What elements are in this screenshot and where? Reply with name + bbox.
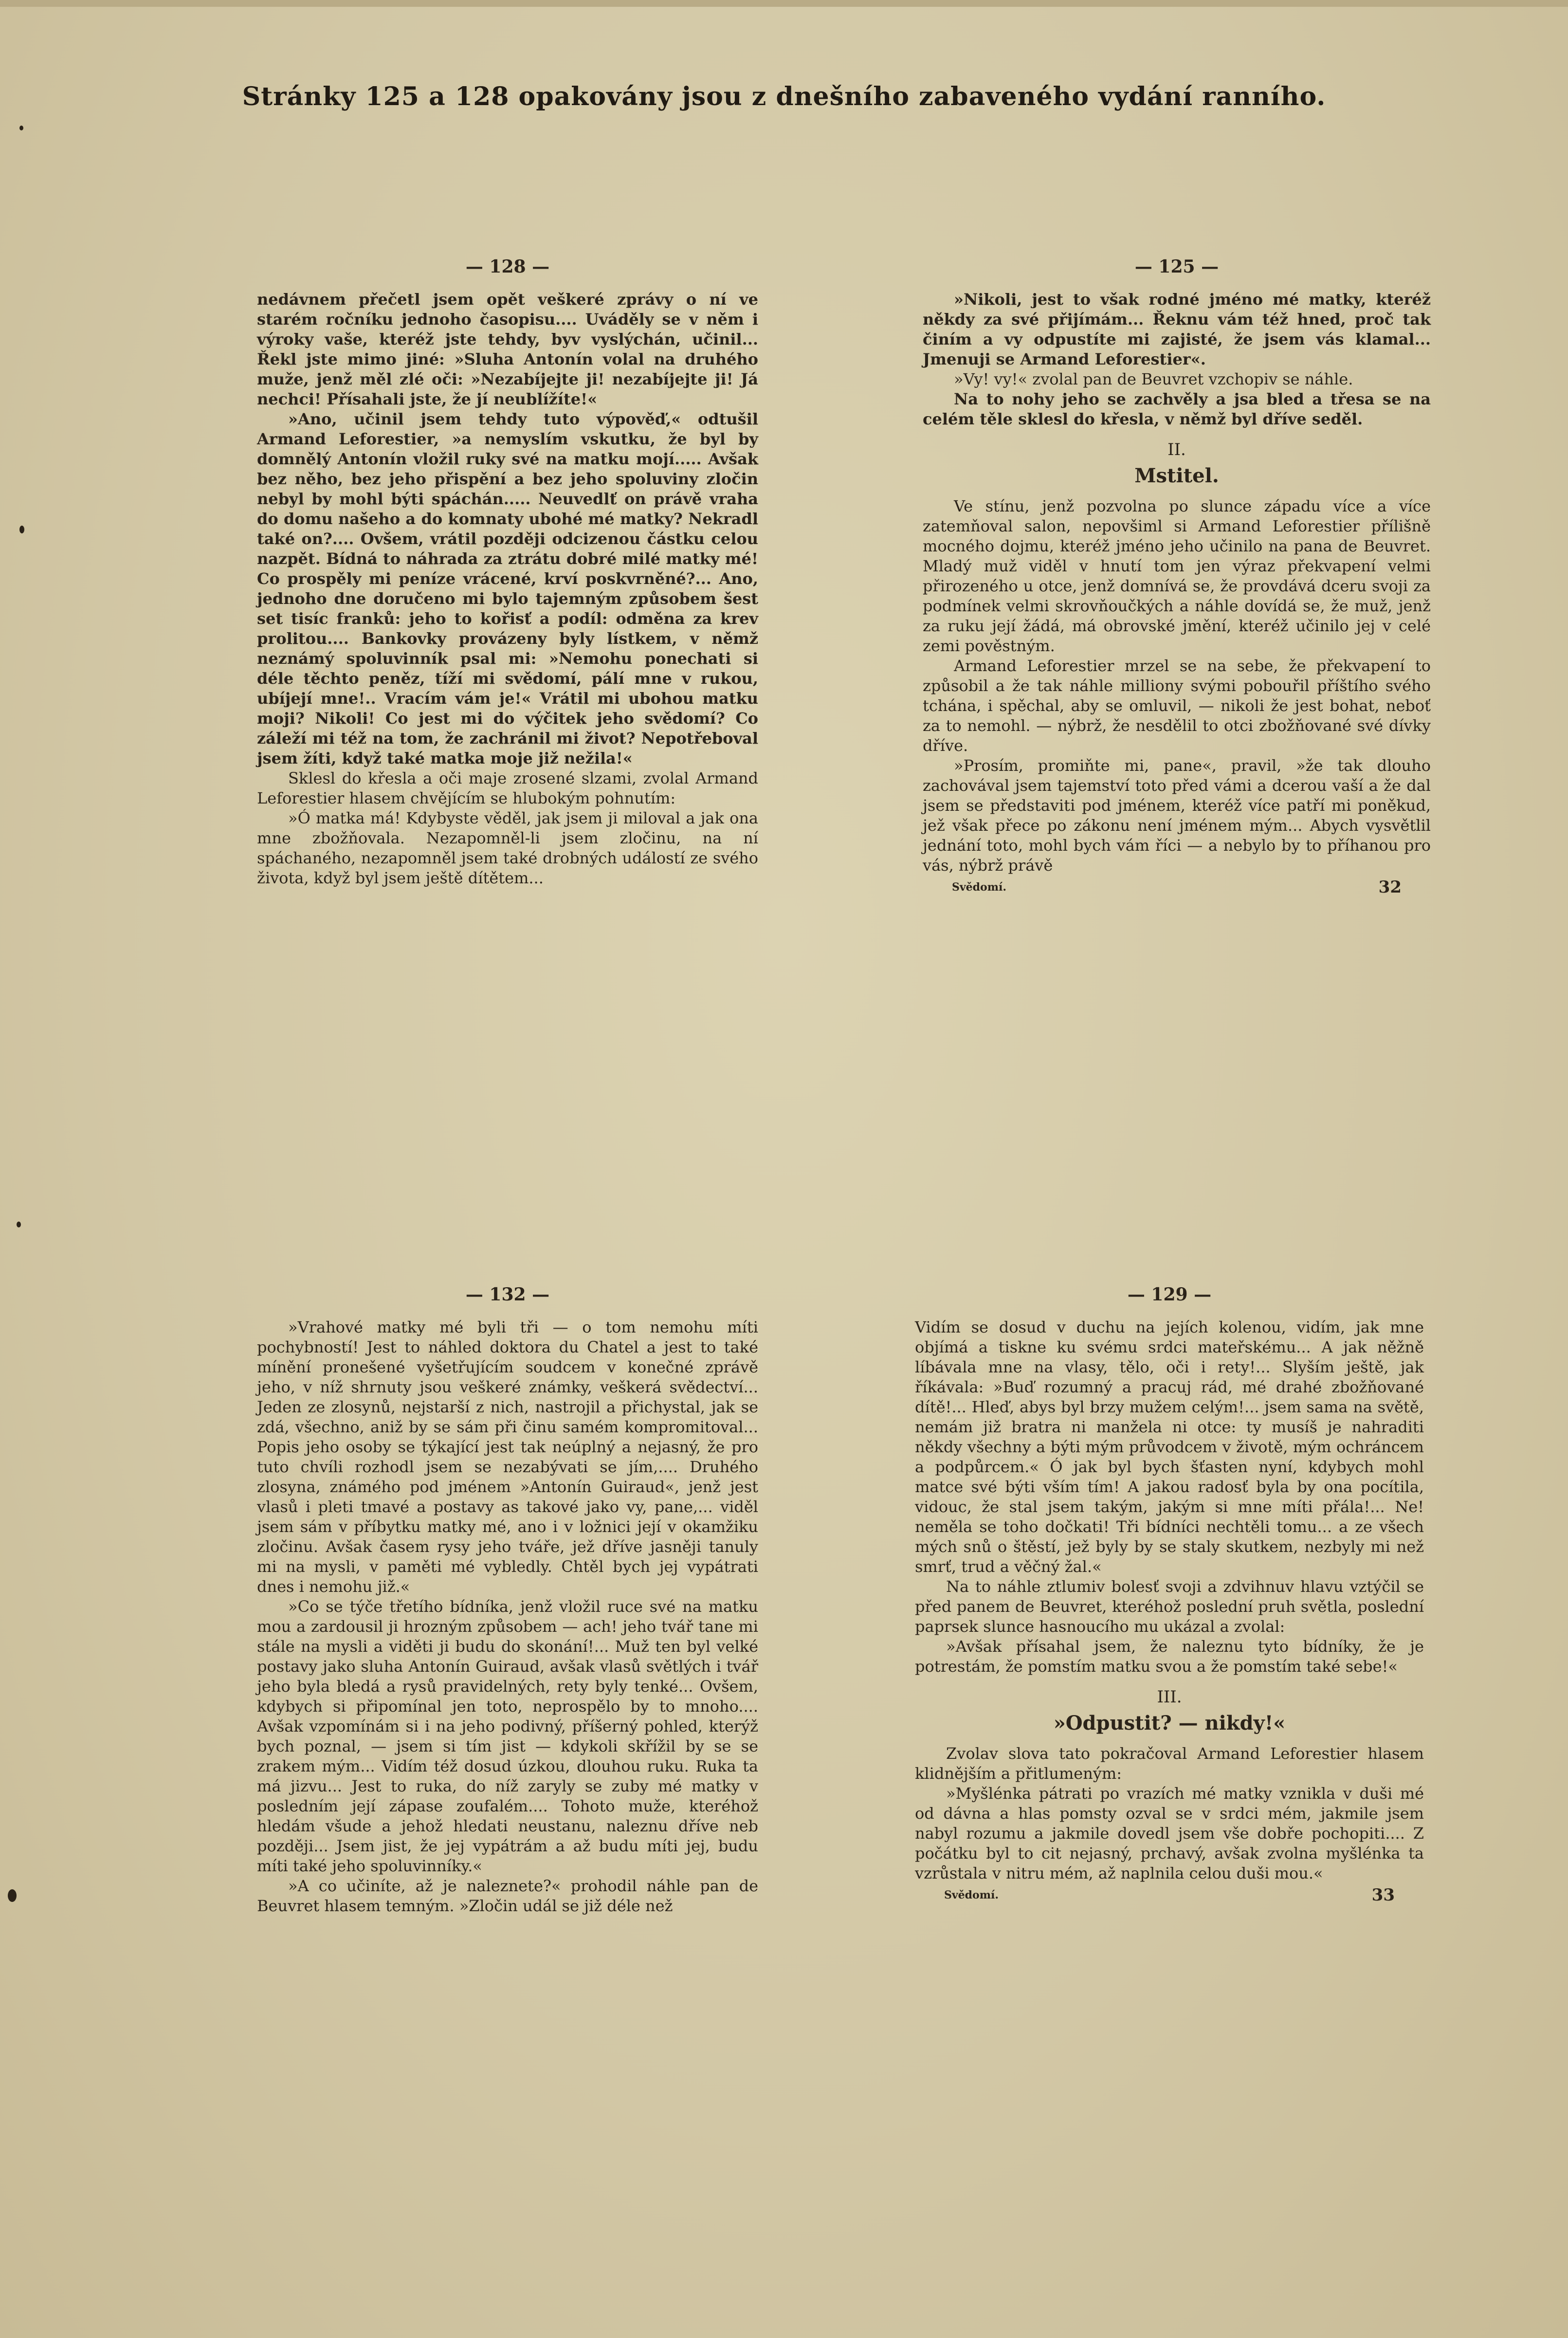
paragraph: Na to náhle ztlumiv bolesť svoji a zdvihnuv hlavu vztýčil se před panem de Beuvret, kteréhož poslední pruh světla, poslední paprsek slunce hasnoucího mu ukázal a zvolal: <box>915 1577 1424 1636</box>
paragraph: Armand Leforestier mrzel se na sebe, že překvapení to způsobil a že tak náhle milliony svými pobouřil příštího svého tchána, i spěchal, aby se omluvil, — nikoli že jest bohat, neboť za to nemohl. — nýbrž, že nesdělil to otci zbožňované své dívky dříve. <box>923 657 1431 755</box>
paragraph: nedávnem přečetl jsem opět veškeré zprávy o ní ve starém ročníku jednoho časopisu.... Uváděly se v něm i výroky vaše, kteréž jste tehdy, byv vyslýchán, učinil... Řekl jste mimo jiné: »Sluha Antonín volal na druhého muže, jenž měl zlé oči: »Nezabíjejte ji! nezabíjejte ji! Já nechci! Přísahali jste, že jí neublížíte!« <box>257 290 758 408</box>
paragraph: Zvolav slova tato pokračoval Armand Leforestier hlasem klidnějším a přitlumeným: <box>915 1744 1424 1783</box>
page-125-column <box>923 257 1431 897</box>
section-title: Mstitel. <box>1134 464 1219 487</box>
paragraph: »Vrahové matky mé byli tři — o tom nemohu míti pochybností! Jest to náhled doktora du Chatel a jest to také mínění pronešené vyšetřujícím soudcem v konečné zprávě jeho, v níž shrnuty jsou veškeré známky, veškerá svědectví... Jeden ze zlosynů, nejstarší z nich, nastrojil a přichystal, jak se zdá, všechno, aniž by se sám při činu samém kompromitoval... Popis jeho osoby se týkající jest tak neúplný a nejasný, že pro tuto chvíli rozhodl jsem se nezabývati se jím,.... Druhého zlosyna, známého pod jménem »Antonín Guiraud«, jenž jest vlasů i pleti tmavé a postavy as takové jako vy, pane,... viděl jsem sám v příbytku matky mé, ano i v ložnici její v okamžiku zločinu. Avšak časem rysy jeho tváře, jež dříve jasněji tanuly mi na mysli, v paměti mé vybledly. Chtěl bych jej vypátrati dnes i nemohu již.« <box>257 1318 758 1596</box>
paragraph: »Prosím, promiňte mi, pane«, pravil, »že tak dlouho zachovával jsem tajemství toto před vámi a dcerou vaší a že dal jsem se představiti pod jménem, kteréž více patří mi poněkud, jež však přece po zákonu není jménem mým... Abych vysvětlil jednání toto, mohl bych vám říci — a nebylo by to příhanou pro vás, nýbrž právě <box>923 756 1431 875</box>
page-headline: Stránky 125 a 128 opakovány jsou z dnešního zabaveného vydání ranního. <box>242 82 1326 111</box>
paragraph: »Vy! vy!« zvolal pan de Beuvret vzchopiv se náhle. <box>954 370 1353 388</box>
page-132-column <box>257 1285 758 1916</box>
margin-speck <box>8 1889 17 1902</box>
page-128-column <box>257 257 758 888</box>
footer-number: 32 <box>1378 877 1402 897</box>
paragraph: Na to nohy jeho se zachvěly a jsa bled a třesa se na celém těle sklesl do křesla, v němž byl dříve seděl. <box>923 390 1431 428</box>
paragraph: Ve stínu, jenž pozvolna po slunce západu více a více zatemňoval salon, nepovšiml si Armand Leforestier přílišně mocného dojmu, kteréž jméno jeho učinilo na pana de Beuvret. Mladý muž viděl v hnutí tom jen výraz překvapení velmi přirozeného u otce, jenž domnívá se, že provdává dceru svoji za podmínek velmi skrovňoučkých a náhle dovídá se, že muž, jenž za ruku její žádá, má obrovské jmění, kteréž učinilo jej v celé zemi pověstným. <box>923 497 1431 655</box>
page-number: — 132 — <box>465 1284 550 1305</box>
section-title: »Odpustit? — nikdy!« <box>1053 1712 1286 1735</box>
margin-speck <box>19 126 23 130</box>
page-129-column <box>915 1285 1424 1905</box>
margin-speck <box>19 526 24 533</box>
section-number: III. <box>1157 1687 1182 1707</box>
paragraph: »Nikoli, jest to však rodné jméno mé matky, kteréž někdy za své přijímám... Řeknu vám též hned, proč tak činím a vy odpustíte mi zajisté, že jsem vás klamal... Jmenuji se Armand Leforestier«. <box>923 290 1431 368</box>
page-footer <box>923 877 1431 897</box>
top-edge <box>0 0 1568 7</box>
page-number: — 129 — <box>1127 1284 1212 1305</box>
page-footer <box>915 1885 1424 1905</box>
footer-signature: Svědomí. <box>944 1889 999 1901</box>
page-number: — 128 — <box>465 256 550 277</box>
paragraph: Sklesl do křesla a oči maje zrosené slzami, zvolal Armand Leforestier hlasem chvějícím se hlubokým pohnutím: <box>257 769 758 807</box>
footer-signature: Svědomí. <box>952 881 1007 894</box>
paragraph: Vidím se dosud v duchu na jejích kolenou, vidím, jak mne objímá a tiskne ku svému srdci mateřskému... A jak něžně líbávala mne na vlasy, tělo, oči i rety!... Slyším ještě, jak říkávala: »Buď rozumný a pracuj rád, mé drahé zbožňované dítě!... Hleď, abys byl brzy mužem celým!... jsem sama na světě, nemám již bratra ni manžela ni otce: ty musíš je nahraditi někdy všechny a býti mým průvodcem v životě, mým ochráncem a podpůrcem.« Ó jak byl bych šťasten nyní, kdybych mohl matce své býti vším tím! A jakou radosť byla by ona pocítila, vidouc, že stal jsem takým, jakým si mne míti přála!... Ne! neměla se toho dočkati! Tři bídníci nechtěli tomu... a ze všech mých snů o štěstí, jež byly by se staly skutkem, nezbyly mi než smrť, trud a věčný žal.« <box>915 1318 1424 1576</box>
paragraph: »Ó matka má! Kdybyste věděl, jak jsem ji miloval a jak ona mne zbožňovala. Nezapomněl-li jsem zločinu, na ní spáchaného, nezapomněl jsem také drobných událostí ze svého života, když byl jsem ještě dítětem... <box>257 809 758 887</box>
section-number: II. <box>1167 440 1186 459</box>
paragraph: »Ano, učinil jsem tehdy tuto výpověď,« odtušil Armand Leforestier, »a nemyslím vskutku, že byl by domnělý Antonín vložil ruky své na matku mojí..... Avšak bez něho, bez jeho přispění a bez jeho spoluviny zločin nebyl by mohl býti spáchán..... Neuvedlť on právě vraha do domu našeho a do komnaty ubohé mé matky? Nekradl také on?.... Ovšem, vrátil později odcizenou částku celou nazpět. Bídná to náhrada za ztrátu dobré milé matky mé! Co prospěly mi peníze vrácené, krví poskvrněné?... Ano, jednoho dne doručeno mi bylo tajemným způsobem šest set tisíc franků: jeho to kořisť a podíl: odměna za krev prolitou.... Bankovky provázeny byly lístkem, v němž neznámý spoluvinník psal mi: »Nemohu ponechati si déle těchto peněz, tíží mi svědomí, pálí mne v rukou, ubíjejí mne!.. Vracím vám je!« Vrátil mi ubohou matku moji? Nikoli! Co jest mi do výčitek jeho svědomí? Co záleží mi též na tom, že zachránil mi život? Nepotřeboval jsem žíti, když také matka moje již nežila!« <box>257 410 758 767</box>
paragraph: »Avšak přísahal jsem, že naleznu tyto bídníky, že je potrestám, že pomstím matku svou a že pomstím také sebe!« <box>915 1637 1424 1676</box>
paragraph: »Co se týče třetího bídníka, jenž vložil ruce své na matku mou a zardousil ji hrozným způsobem — ach! jeho tvář tane mi stále na mysli a viděti ji budu do skonání!... Muž ten byl velké postavy jako sluha Antonín Guiraud, avšak vlasů světlých i tvář jeho byla bledá a rysů pravidelných, rety byly tenké... Ovšem, kdybych si připomínal jen toto, neprospělo by to mnoho.... Avšak vzpomínám si i na jeho podivný, příšerný pohled, kterýž bych poznal, — jsem si tím jist — kdykoli skřížil by se se zrakem mým... Vidím též dosud úzkou, dlouhou ruku. Ruka ta má jizvu... Jest to ruka, do níž zaryly se zuby mé matky v posledním její zápase zoufalém.... Tohoto muže, kteréhož hledám všude a jehož hledati neustanu, naleznu dříve neb později... Jsem jist, že jej vypátrám a až budu míti jej, budu míti také jeho spoluvinníky.« <box>257 1597 758 1875</box>
page-number: — 125 — <box>1134 256 1219 277</box>
paragraph: »A co učiníte, až je naleznete?« prohodil náhle pan de Beuvret hlasem temným. »Zločin udál se již déle než <box>257 1877 758 1915</box>
footer-number: 33 <box>1371 1885 1395 1905</box>
margin-speck <box>17 1222 21 1227</box>
paragraph: »Myšlénka pátrati po vrazích mé matky vznikla v duši mé od dávna a hlas pomsty ozval se v srdci mém, jakmile jsem nabyl rozumu a jakmile dovedl jsem vše dobře pochopiti.... Z počátku byl to cit nejasný, prchavý, avšak zvolna myšlénka ta vzrůstala v nitru mém, až naplnila celou duši mou.« <box>915 1784 1424 1882</box>
